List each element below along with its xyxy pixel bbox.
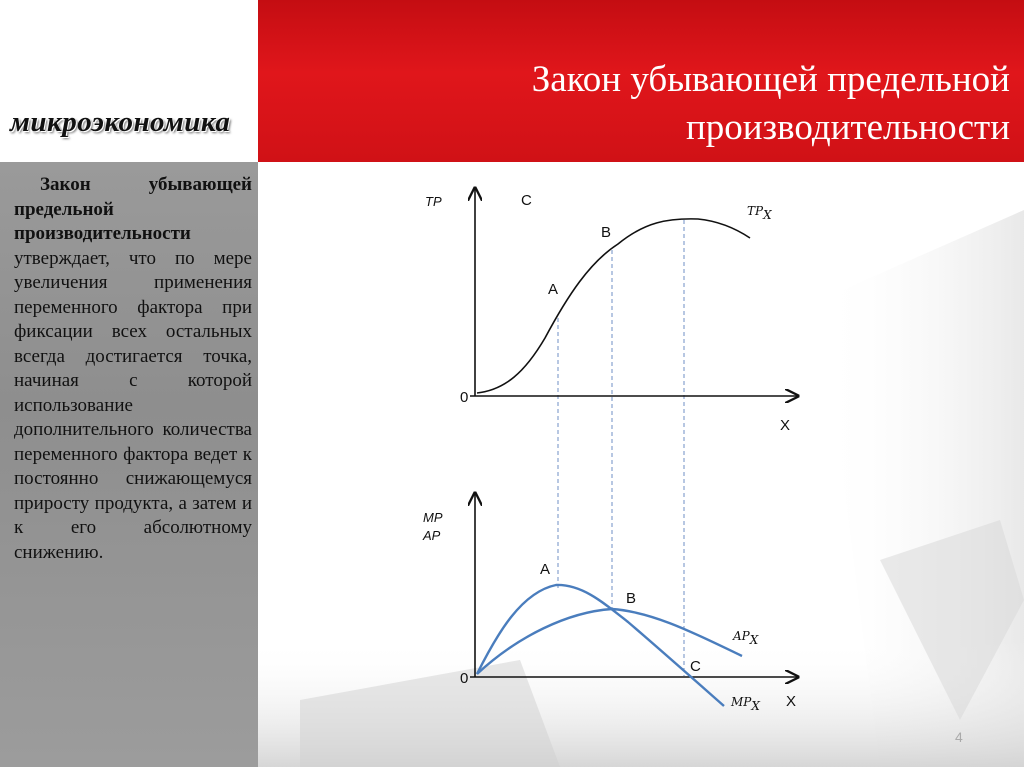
bottom-point-c: C bbox=[690, 658, 701, 675]
tp-curve bbox=[477, 219, 750, 393]
top-point-c: C bbox=[521, 192, 532, 209]
top-point-b: B bbox=[601, 224, 612, 241]
title-line-1: Закон убывающей предельной bbox=[531, 59, 1010, 100]
top-point-a: A bbox=[548, 281, 559, 298]
bottom-y-axis-label-mp: MP bbox=[423, 510, 443, 525]
ap-label-main: AP bbox=[733, 629, 750, 643]
ap-curve-label bbox=[732, 629, 759, 647]
mp-label-sub: X bbox=[751, 699, 760, 713]
title-line-2: производительности bbox=[685, 107, 1010, 148]
tp-curve-label bbox=[747, 204, 772, 222]
top-origin-label: 0 bbox=[460, 389, 469, 406]
subject-label: микроэкономика bbox=[10, 106, 231, 138]
bottom-y-axis-label-ap: AP bbox=[423, 528, 441, 543]
bottom-point-a: A bbox=[540, 561, 551, 578]
bottom-point-b: B bbox=[626, 590, 637, 607]
tp-label-main: TP bbox=[747, 204, 764, 218]
bottom-origin-label: 0 bbox=[460, 670, 469, 687]
mp-label-main: MP bbox=[731, 695, 752, 709]
top-x-axis-label: X bbox=[780, 417, 791, 434]
ap-label-sub: X bbox=[749, 633, 759, 647]
law-statement: утверждает, что по мере увеличения применения переменного фактора при фиксации всех остальных всегда достигается точка, начиная с которой использование дополнительного количества переменного фактора ведет к постоянно снижающемуся приросту продукта, а затем и к его абсолютному снижению. bbox=[14, 247, 252, 563]
page-number: 4 bbox=[955, 729, 963, 745]
tp-label-sub: X bbox=[763, 208, 772, 222]
mp-curve-label bbox=[730, 695, 760, 713]
law-name: Закон убывающей предельной производительности bbox=[14, 174, 252, 244]
ap-curve bbox=[477, 609, 742, 674]
top-y-axis-label: TP bbox=[425, 194, 442, 209]
bottom-x-axis-label: X bbox=[786, 693, 797, 710]
